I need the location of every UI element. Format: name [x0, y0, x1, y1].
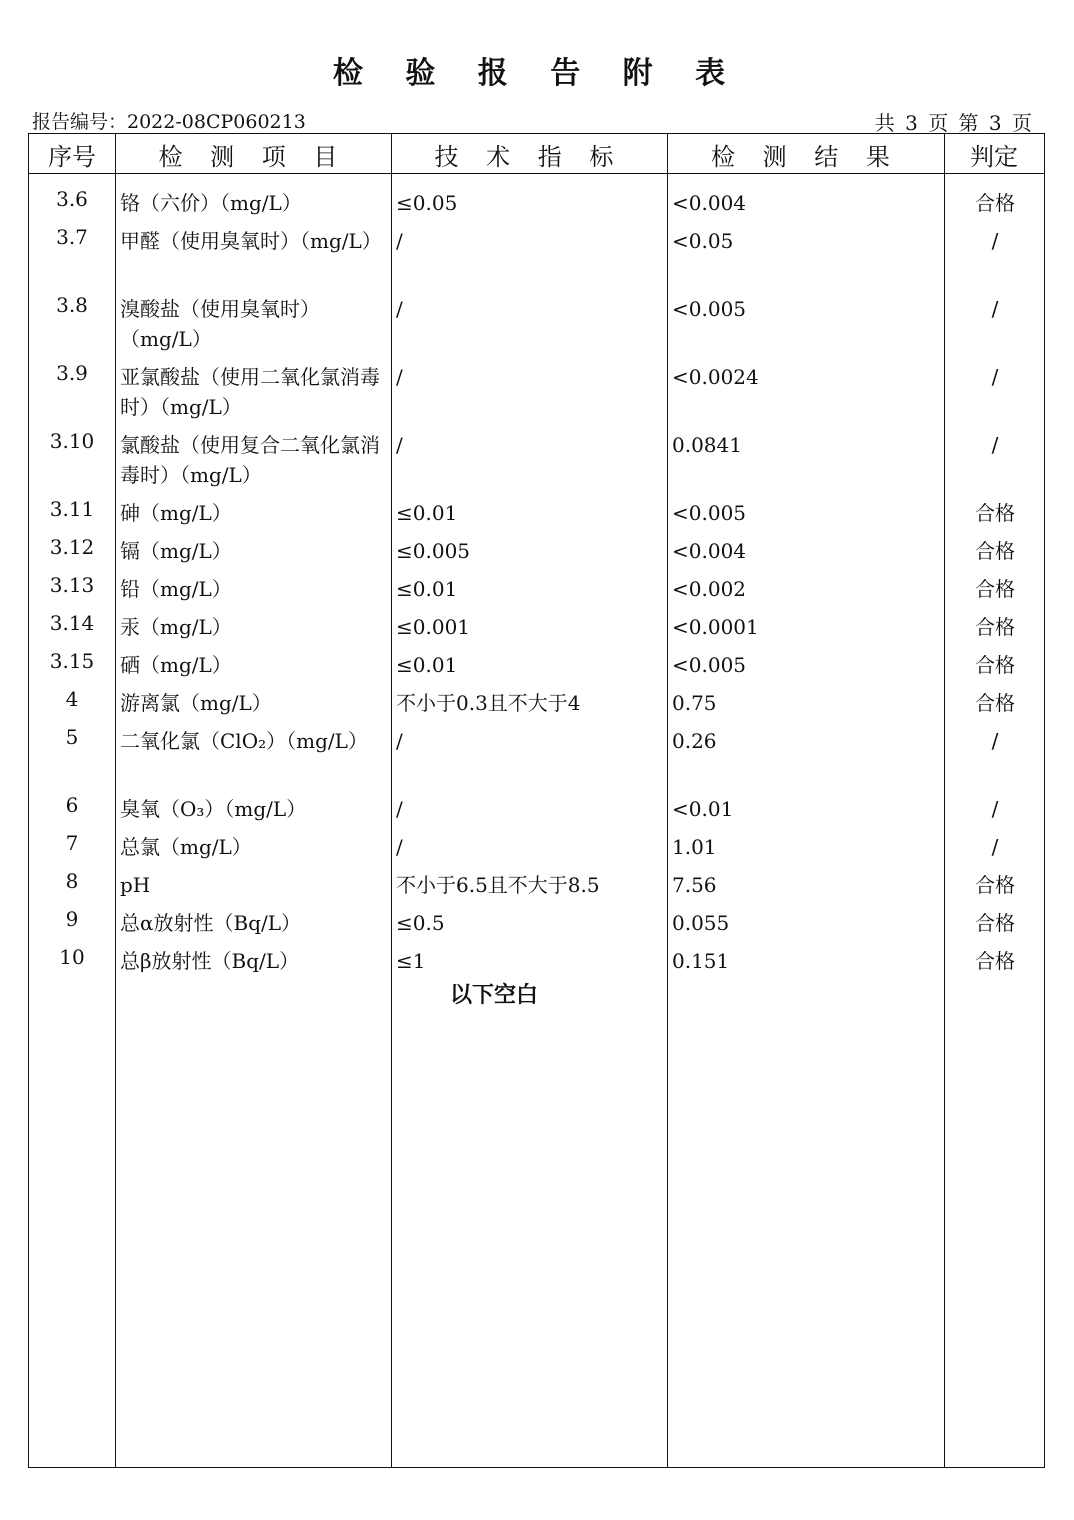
header-judge: 判定	[970, 142, 1018, 171]
cell-no: 4	[65, 687, 79, 711]
cell-judge: 合格	[975, 577, 1015, 601]
page-title: 检 验 报 告 附 表	[332, 56, 742, 91]
cell-no: 3.10	[49, 429, 95, 453]
cell-result: 0.75	[672, 691, 717, 715]
cell-judge: 合格	[975, 501, 1015, 525]
header-result: 检 测 结 果	[711, 142, 900, 171]
cell-spec: /	[396, 229, 403, 253]
cell-item: 铬（六价）（mg/L）	[120, 191, 302, 215]
cell-spec: /	[396, 297, 403, 321]
results-table	[28, 133, 1045, 1468]
cell-no: 7	[65, 831, 79, 855]
cell-spec: /	[396, 433, 403, 457]
cell-result: 7.56	[672, 873, 717, 897]
cell-result: 0.26	[672, 729, 717, 753]
cell-spec: /	[396, 729, 403, 753]
cell-result: 0.151	[672, 949, 730, 973]
cell-judge: 合格	[975, 911, 1015, 935]
cell-item: 总氯（mg/L）	[120, 835, 252, 859]
cell-item: 臭氧（O₃）（mg/L）	[120, 797, 307, 821]
cell-judge: /	[991, 297, 999, 321]
cell-no: 6	[65, 793, 79, 817]
cell-spec: 不小于0.3且不大于4	[396, 691, 581, 715]
cell-result: <0.01	[672, 797, 734, 821]
cell-judge: 合格	[975, 539, 1015, 563]
cell-no: 3.7	[56, 225, 88, 249]
cell-result: <0.005	[672, 653, 747, 677]
cell-no: 3.13	[49, 573, 95, 597]
cell-judge: /	[991, 835, 999, 859]
cell-result: <0.004	[672, 191, 747, 215]
table-row	[29, 608, 1044, 646]
table-row	[29, 866, 1044, 904]
cell-judge: 合格	[975, 949, 1015, 973]
cell-result: 0.055	[672, 911, 730, 935]
cell-no: 3.14	[49, 611, 95, 635]
cell-item: 游离氯（mg/L）	[120, 691, 272, 715]
cell-spec: /	[396, 835, 403, 859]
cell-spec: ≤0.005	[396, 539, 471, 563]
cell-judge: /	[991, 797, 999, 821]
cell-judge: 合格	[975, 873, 1015, 897]
cell-item: 砷（mg/L）	[120, 501, 232, 525]
cell-judge: 合格	[975, 691, 1015, 715]
cell-spec: ≤0.001	[396, 615, 471, 639]
cell-item: 总β放射性（Bq/L）	[120, 949, 300, 973]
cell-item: 总α放射性（Bq/L）	[120, 911, 302, 935]
table-row	[29, 184, 1044, 222]
cell-item: 亚氯酸盐（使用二氧化氯消毒时）（mg/L）	[120, 365, 380, 419]
cell-item: 氯酸盐（使用复合二氧化氯消毒时）（mg/L）	[120, 433, 380, 487]
cell-spec: /	[396, 365, 403, 389]
cell-judge: /	[991, 433, 999, 457]
report-number: 报告编号：2022-08CP060213	[32, 111, 306, 133]
cell-result: <0.002	[672, 577, 747, 601]
blank-below-note: 以下空白	[450, 983, 539, 1008]
cell-spec: ≤0.5	[396, 911, 445, 935]
cell-result: 0.0841	[672, 433, 742, 457]
table-body	[29, 184, 1044, 980]
cell-item: 甲醛（使用臭氧时）（mg/L）	[120, 229, 382, 253]
cell-item: 溴酸盐（使用臭氧时）（mg/L）	[120, 297, 320, 351]
table-row	[29, 570, 1044, 608]
table-row	[29, 904, 1044, 942]
cell-item: 二氧化氯（ClO₂）（mg/L）	[120, 729, 368, 753]
cell-item: 铅（mg/L）	[120, 577, 232, 601]
cell-no: 3.12	[49, 535, 95, 559]
cell-no: 3.11	[49, 497, 95, 521]
table-row	[29, 942, 1044, 980]
cell-item: 汞（mg/L）	[120, 615, 232, 639]
header-no: 序号	[48, 142, 96, 171]
cell-no: 3.6	[56, 187, 88, 211]
table-row	[29, 722, 1044, 790]
cell-result: <0.004	[672, 539, 747, 563]
cell-judge: 合格	[975, 653, 1015, 677]
table-row	[29, 222, 1044, 290]
cell-result: <0.0024	[672, 365, 759, 389]
cell-judge: 合格	[975, 191, 1015, 215]
cell-judge: /	[991, 729, 999, 753]
cell-no: 10	[59, 945, 85, 969]
cell-no: 3.15	[49, 649, 95, 673]
table-row	[29, 790, 1044, 828]
cell-spec: ≤0.01	[396, 577, 458, 601]
cell-judge: /	[991, 365, 999, 389]
cell-no: 3.8	[56, 293, 88, 317]
cell-no: 3.9	[56, 361, 88, 385]
table-row	[29, 684, 1044, 722]
cell-result: <0.0001	[672, 615, 759, 639]
cell-item: 硒（mg/L）	[120, 653, 232, 677]
table-row	[29, 426, 1044, 494]
cell-spec: 不小于6.5且不大于8.5	[396, 873, 600, 897]
table-row	[29, 290, 1044, 358]
cell-item: pH	[120, 873, 151, 897]
page-info: 共 3 页 第 3 页	[874, 111, 1032, 135]
cell-spec: ≤0.01	[396, 653, 458, 677]
cell-no: 9	[65, 907, 79, 931]
cell-item: 镉（mg/L）	[120, 539, 232, 563]
cell-judge: 合格	[975, 615, 1015, 639]
table-row	[29, 828, 1044, 866]
header-item: 检 测 项 目	[158, 142, 348, 171]
cell-result: 1.01	[672, 835, 717, 859]
cell-result: <0.005	[672, 501, 747, 525]
table-row	[29, 532, 1044, 570]
table-row	[29, 646, 1044, 684]
cell-no: 5	[65, 725, 79, 749]
cell-result: <0.05	[672, 229, 734, 253]
cell-spec: ≤0.01	[396, 501, 458, 525]
cell-no: 8	[65, 869, 79, 893]
cell-spec: ≤0.05	[396, 191, 458, 215]
cell-judge: /	[991, 229, 999, 253]
cell-spec: /	[396, 797, 403, 821]
table-row	[29, 494, 1044, 532]
table-row	[29, 358, 1044, 426]
cell-result: <0.005	[672, 297, 747, 321]
header-spec: 技 术 指 标	[434, 142, 624, 171]
cell-spec: ≤1	[396, 949, 426, 973]
